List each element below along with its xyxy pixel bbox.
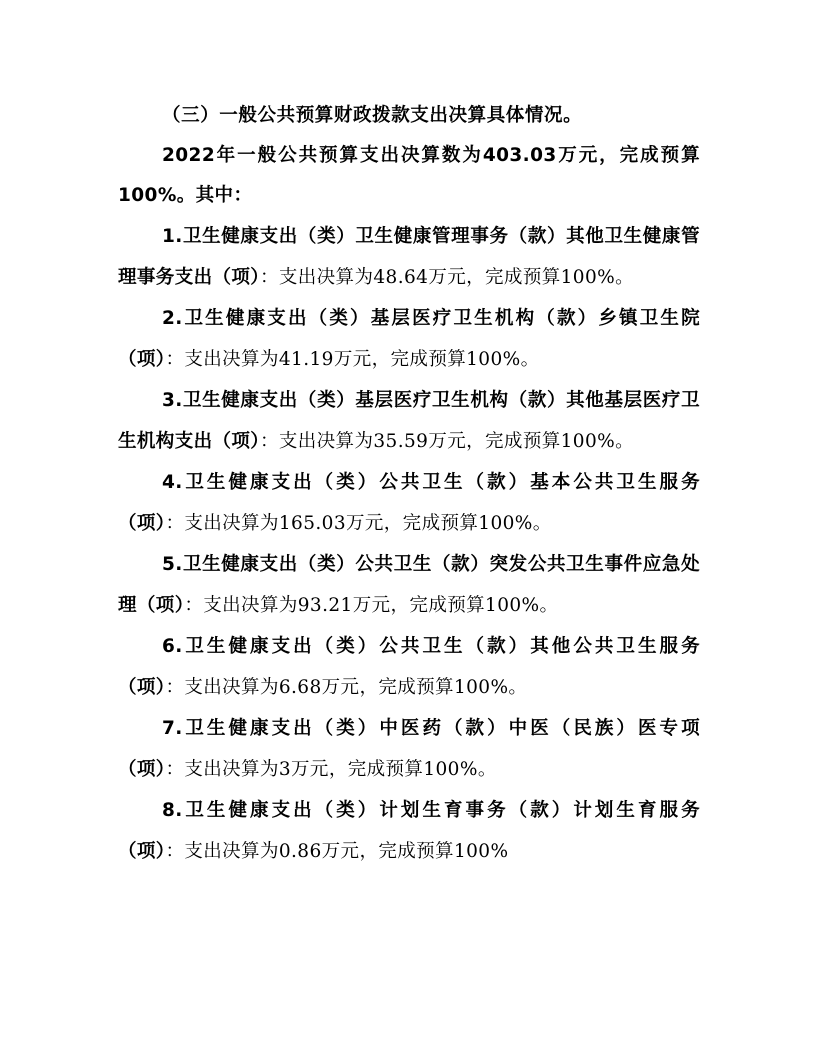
expense-item-title: 5.卫生健康支出（类）公共卫生（款）突发公共卫生事件应急处理（项）: [118, 554, 700, 616]
expense-item-detail: ：支出决算为48.64万元，完成预算100%。: [259, 267, 635, 288]
expense-item-detail: ：支出决算为3万元，完成预算100%。: [165, 759, 497, 780]
expense-item-3: [118, 380, 700, 462]
expense-item-detail: ：支出决算为0.86万元，完成预算100%: [165, 841, 509, 862]
expense-item-detail: ：支出决算为35.59万元，完成预算100%。: [259, 431, 635, 452]
expense-item-detail: ：支出决算为93.21万元，完成预算100%。: [184, 595, 559, 616]
expense-item-detail: ：支出决算为6.68万元，完成预算100%。: [165, 677, 528, 698]
expense-item-detail: ：支出决算为41.19万元，完成预算100%。: [165, 349, 540, 370]
expense-item-4: [118, 462, 700, 544]
expense-item-2: [118, 298, 700, 380]
expense-item-6: [118, 626, 700, 708]
expense-item-8: [118, 790, 700, 872]
expense-item-1: [118, 216, 700, 298]
expense-item-title: 2.卫生健康支出（类）基层医疗卫生机构（款）乡镇卫生院（项）: [118, 308, 700, 370]
expense-item-title: 7.卫生健康支出（类）中医药（款）中医（民族）医专项（项）: [118, 718, 700, 780]
summary-paragraph: 2022年一般公共预算支出决算数为403.03万元，完成预算100%。其中：: [118, 145, 700, 206]
expense-item-detail: ：支出决算为165.03万元，完成预算100%。: [165, 513, 552, 534]
expense-item-5: [118, 544, 700, 626]
expense-item-title: 1.卫生健康支出（类）卫生健康管理事务（款）其他卫生健康管理事务支出（项）: [118, 226, 700, 288]
expense-item-title: 3.卫生健康支出（类）基层医疗卫生机构（款）其他基层医疗卫生机构支出（项）: [118, 390, 700, 452]
expense-item-title: 4.卫生健康支出（类）公共卫生（款）基本公共卫生服务（项）: [118, 472, 700, 534]
document-page: [118, 96, 700, 872]
expense-item-title: 8.卫生健康支出（类）计划生育事务（款）计划生育服务（项）: [118, 800, 700, 862]
expense-item-title: 6.卫生健康支出（类）公共卫生（款）其他公共卫生服务（项）: [118, 636, 700, 698]
expense-item-7: [118, 708, 700, 790]
section-heading: （三）一般公共预算财政拨款支出决算具体情况。: [162, 105, 583, 126]
